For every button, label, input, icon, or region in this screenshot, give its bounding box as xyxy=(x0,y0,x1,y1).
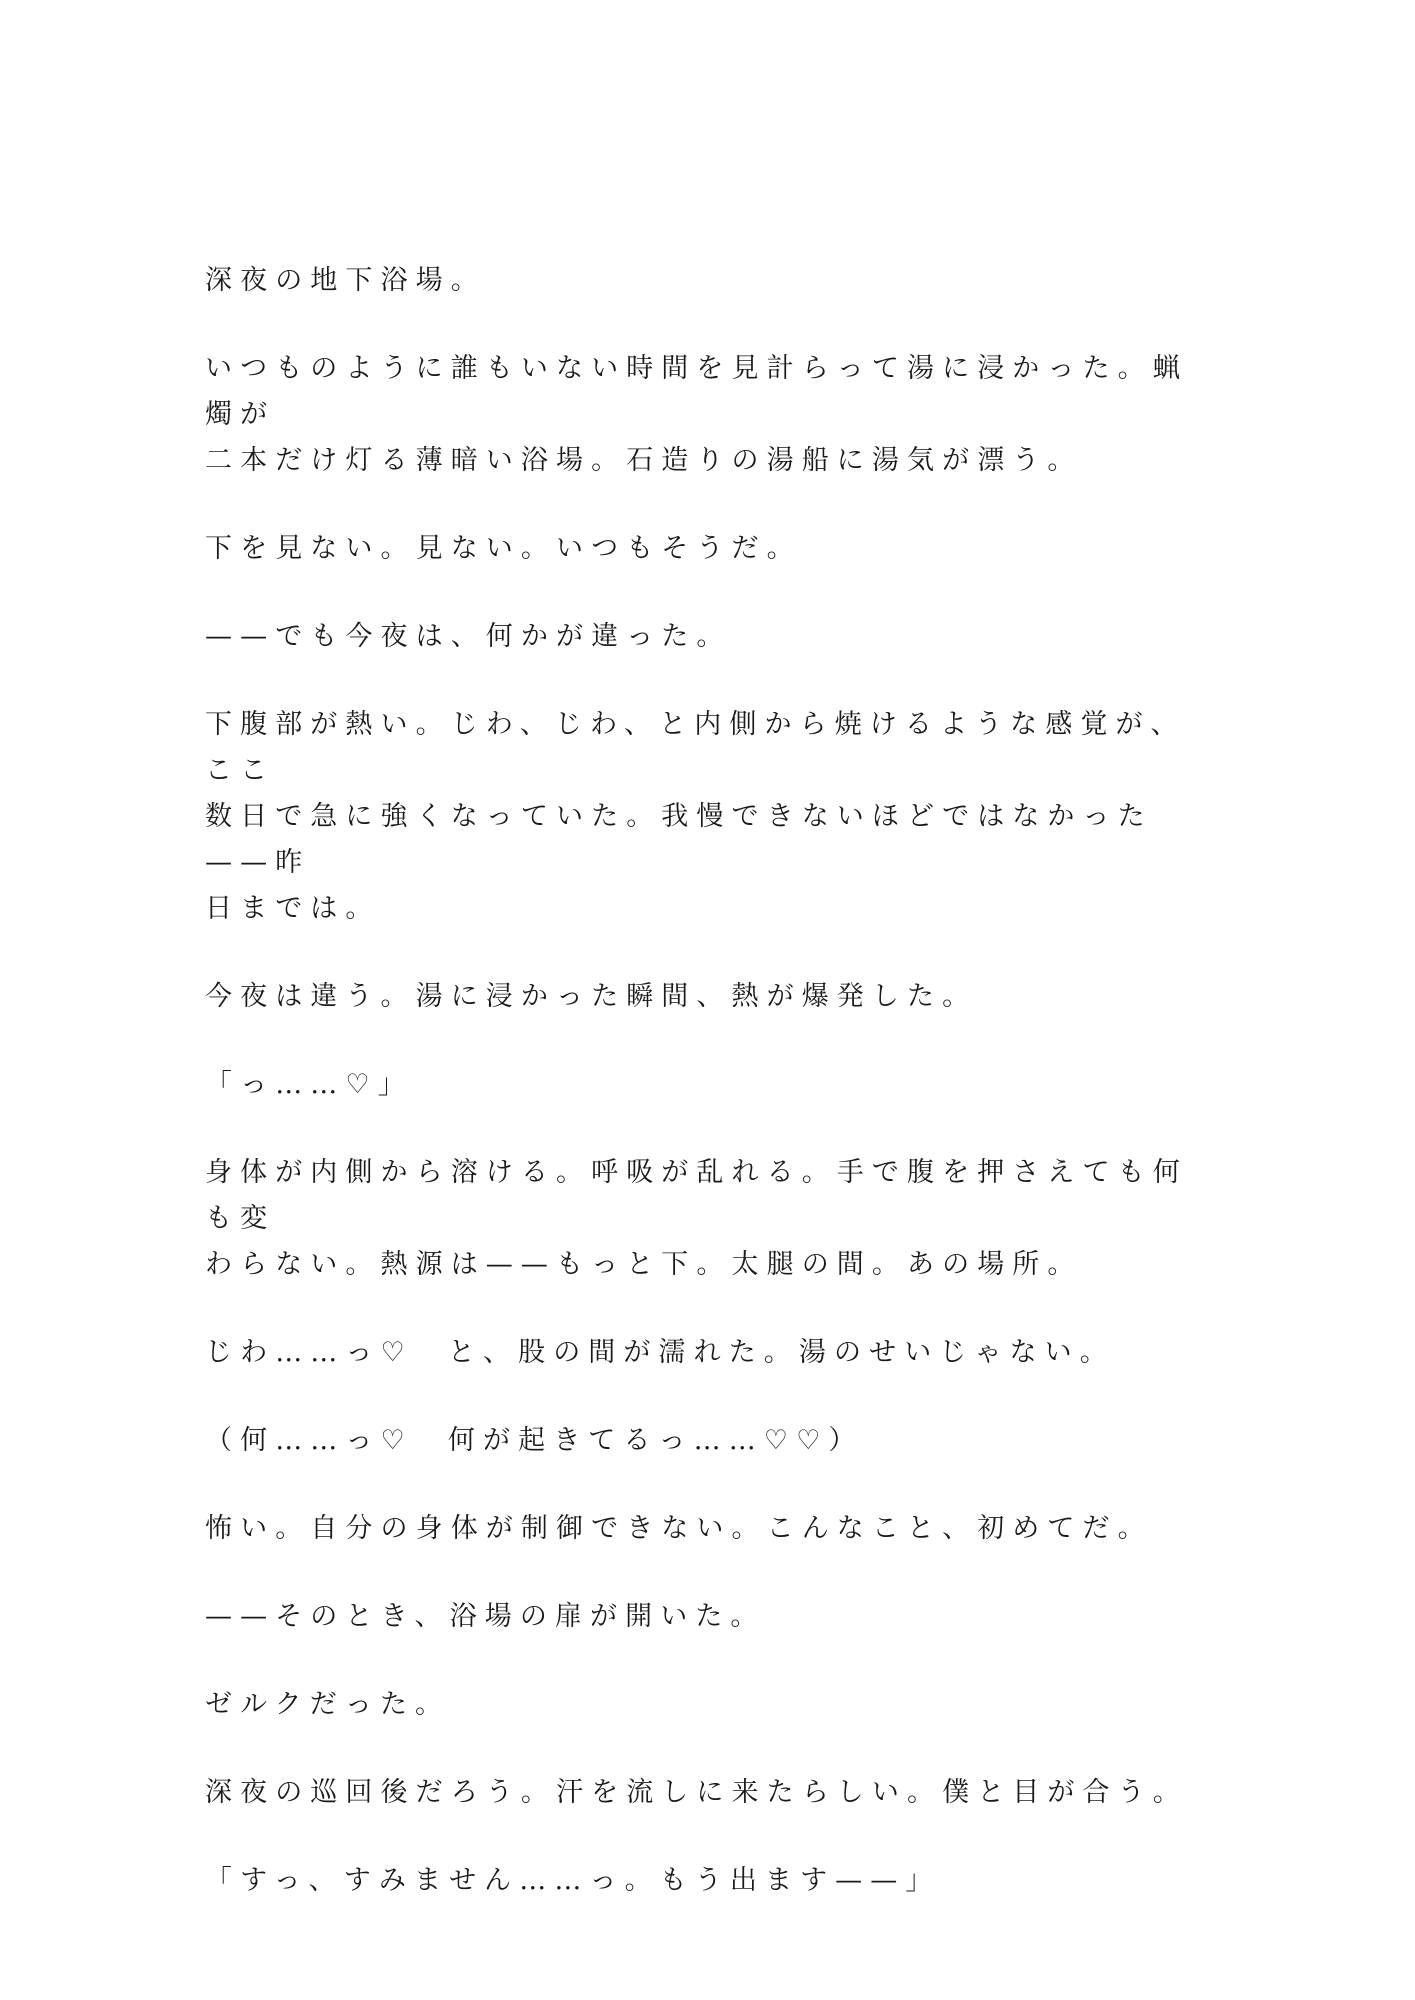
paragraph: いつものように誰もいない時間を見計らって湯に浸かった。蝋燭が 二本だけ灯る薄暗い浴場。石造りの湯船に湯気が漂う。 xyxy=(205,353,1188,476)
paragraph: 怖い。自分の身体が制御できない。こんなこと、初めてだ。 xyxy=(205,1513,1153,1544)
paragraph: じわ……っ♡ と、股の間が濡れた。湯のせいじゃない。 xyxy=(205,1337,1115,1368)
paragraph: ——そのとき、浴場の扉が開いた。 xyxy=(205,1601,766,1632)
paragraph: 下腹部が熱い。じわ、じわ、と内側から焼けるような感覚が、ここ 数日で急に強くなっていた。我慢できないほどではなかった——昨 日までは。 xyxy=(205,709,1186,924)
body-text xyxy=(205,258,1205,1946)
paragraph: （何……っ♡ 何が起きてるっ……♡♡） xyxy=(205,1425,864,1456)
paragraph: 「っ……♡」 xyxy=(205,1069,413,1100)
paragraph: 「すっ、すみません……っ。もう出ます——」 xyxy=(205,1865,941,1896)
paragraph: ゼルクだった。 xyxy=(205,1689,451,1720)
paragraph: 深夜の巡回後だろう。汗を流しに来たらしい。僕と目が合う。 xyxy=(205,1777,1188,1808)
paragraph: 深夜の地下浴場。 xyxy=(205,265,486,296)
paragraph: ——でも今夜は、何かが違った。 xyxy=(205,621,732,652)
paragraph: 身体が内側から溶ける。呼吸が乱れる。手で腹を押さえても何も変 わらない。熱源は——もっと下。太腿の間。あの場所。 xyxy=(205,1157,1188,1280)
paragraph: 下を見ない。見ない。いつもそうだ。 xyxy=(205,533,802,564)
paragraph: 今夜は違う。湯に浸かった瞬間、熱が爆発した。 xyxy=(205,981,978,1012)
